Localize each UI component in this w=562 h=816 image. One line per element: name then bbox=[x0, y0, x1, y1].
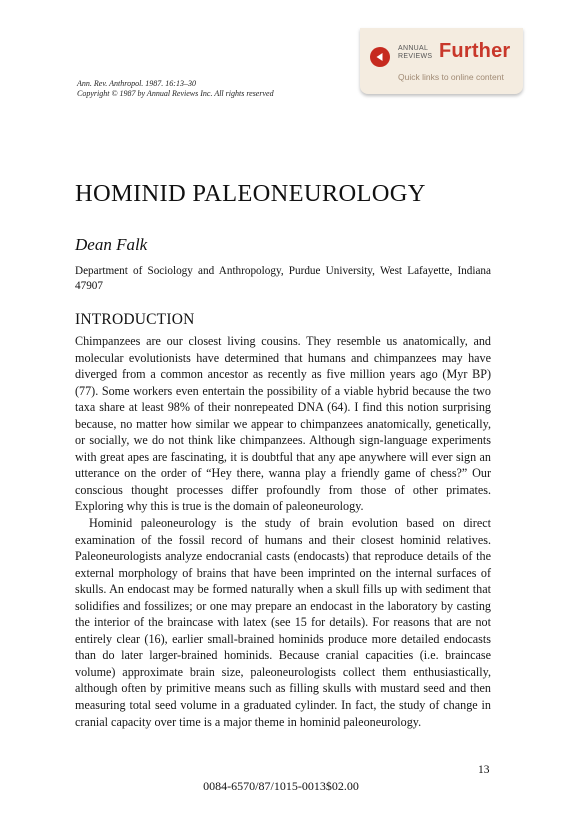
author-name: Dean Falk bbox=[75, 235, 148, 254]
citation-copyright: Copyright © 1987 by Annual Reviews Inc. All rights reserved bbox=[77, 89, 274, 98]
badge-line2: REVIEWS bbox=[398, 53, 433, 60]
page-number: 13 bbox=[478, 764, 490, 776]
article-body bbox=[75, 333, 491, 730]
citation bbox=[77, 79, 274, 99]
footer-code: 0084-6570/87/1015-0013$02.00 bbox=[203, 779, 359, 793]
section-heading: INTRODUCTION bbox=[75, 311, 195, 328]
play-icon bbox=[370, 47, 390, 67]
paragraph: Hominid paleoneurology is the study of brain evolution based on direct examination of the fossil record of humans and their closest hominid relatives. Paleoneurologists analyze endocranial casts (endocasts) that reproduce details of the external morphology of brains that have been imprinted on the internal surfaces of skulls. An endocast may be formed naturally when a skull fills up with sediment that solidifies and fossilizes; or one may prepare an endocast in the laboratory by casting the interior of the braincase with latex (see 15 for details). For reasons that are not entirely clear (16), earlier small-brained hominids produce more detailed endocasts than do later larger-brained hominids. Because cranial capacities (i.e. braincase volume) approximate brain size, paleoneurologists collect them enthusiastically, although often by primitive means such as filling skulls with mustard seed and then measuring total seed volume in a graduated cylinder. In fact, the study of change in cranial capacity over time is a major theme in hominid paleoneurology. bbox=[75, 516, 491, 729]
annual-reviews-logo-text bbox=[398, 45, 432, 61]
further-label: Further bbox=[439, 40, 511, 62]
citation-journal: Ann. Rev. Anthropol. 1987. 16:13–30 bbox=[77, 79, 196, 88]
quick-links-text: Quick links to online content bbox=[398, 72, 504, 82]
badge-line1: ANNUAL bbox=[398, 45, 429, 52]
paragraph: Chimpanzees are our closest living cousins. They resemble us anatomically, and molecular evolutionists have determined that humans and chimpanzees may have diverged from a common ancestor as recently as five million years ago (Myr BP) (77). Some workers even entertain the possibility of a viable hybrid because the two taxa share at least 98% of their nonrepeated DNA (64). I find this notion surprising because, no matter how similar we appear to chimpanzees anatomically, genetically, or socially, we do not think like chimpanzees. Although sign-language experiments with great apes are fascinating, it is doubtful that any ape anywhere will ever sign an utterance on the order of “Hey there, wanna play a friendly game of chess?” Our conscious thought processes differ profoundly from those of other primates. Exploring why this is true is the domain of paleoneurology. bbox=[75, 334, 491, 514]
article-title: HOMINID PALEONEUROLOGY bbox=[75, 180, 426, 207]
play-triangle-icon bbox=[374, 51, 386, 63]
author-affiliation: Department of Sociology and Anthropology, Purdue University, West Lafayette, Indiana 47907 bbox=[75, 265, 491, 292]
further-badge[interactable] bbox=[360, 28, 523, 94]
